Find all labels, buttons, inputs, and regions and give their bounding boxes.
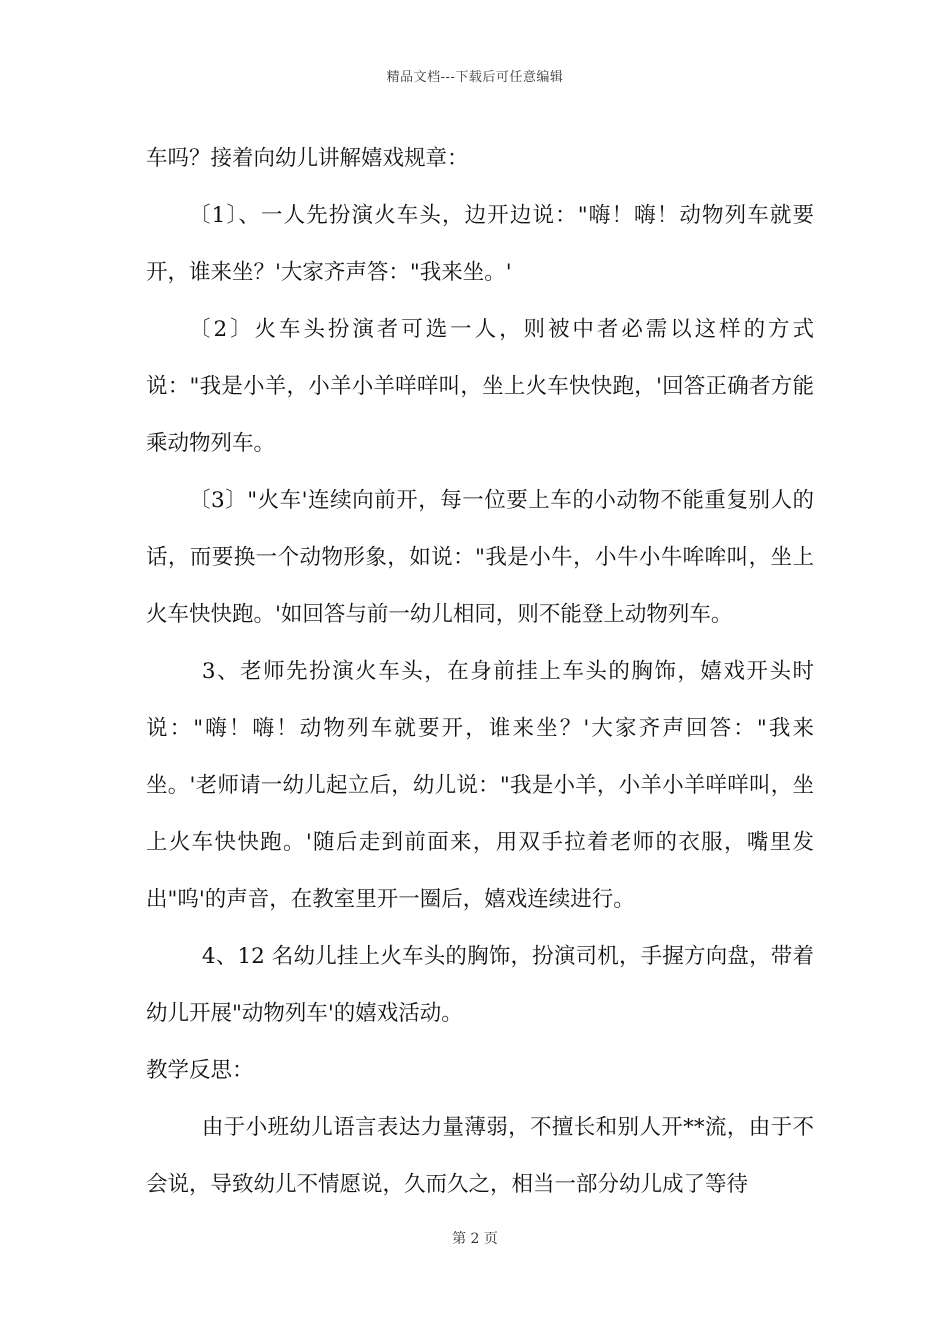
paragraph-rule-3: 〔3〕"火车'连续向前开，每一位要上车的小动物不能重复别人的话，而要换一个动物形象，如说："我是小牛，小牛小牛哞哞叫，坐上火车快快跑。'如回答与前一幼儿相同，则不能登上动物列车。: [146, 488, 814, 627]
paragraph-step-3: 3、老师先扮演火车头，在身前挂上车头的胸饰，嬉戏开头时说："嗨！嗨！动物列车就要开，谁来坐？'大家齐声回答："我来坐。'老师请一幼儿起立后，幼儿说："我是小羊，小羊小羊咩咩叫，坐上火车快快跑。'随后走到前面来，用双手拉着老师的衣服，嘴里发出"呜'的声音，在教室里开一圈后，嬉戏连续进行。: [146, 659, 814, 912]
paragraph-rule-1: 〔1〕、一人先扮演火车头，边开边说："嗨！嗨！动物列车就要开，谁来坐？'大家齐声答："我来坐。': [146, 203, 814, 285]
page-number: 第 2 页: [452, 1231, 498, 1247]
paragraph-step-4: 4、12 名幼儿挂上火车头的胸饰，扮演司机，手握方向盘，带着幼儿开展"动物列车'的嬉戏活动。: [146, 944, 814, 1026]
paragraph-rule-2: 〔2〕火车头扮演者可选一人，则被中者必需以这样的方式说："我是小羊，小羊小羊咩咩叫，坐上火车快快跑，'回答正确者方能乘动物列车。: [146, 317, 814, 456]
paragraph-continuation: 车吗？接着向幼儿讲解嬉戏规章：: [146, 146, 469, 171]
paragraph-reflection: 由于小班幼儿语言表达力量薄弱，不擅长和别人开**流，由于不会说，导致幼儿不情愿说，久而久之，相当一部分幼儿成了等待: [146, 1115, 814, 1197]
document-body: [146, 130, 814, 1213]
page-header: 精品文档---下载后可任意编辑: [386, 70, 564, 85]
section-heading-reflection: 教学反思：: [146, 1058, 254, 1083]
